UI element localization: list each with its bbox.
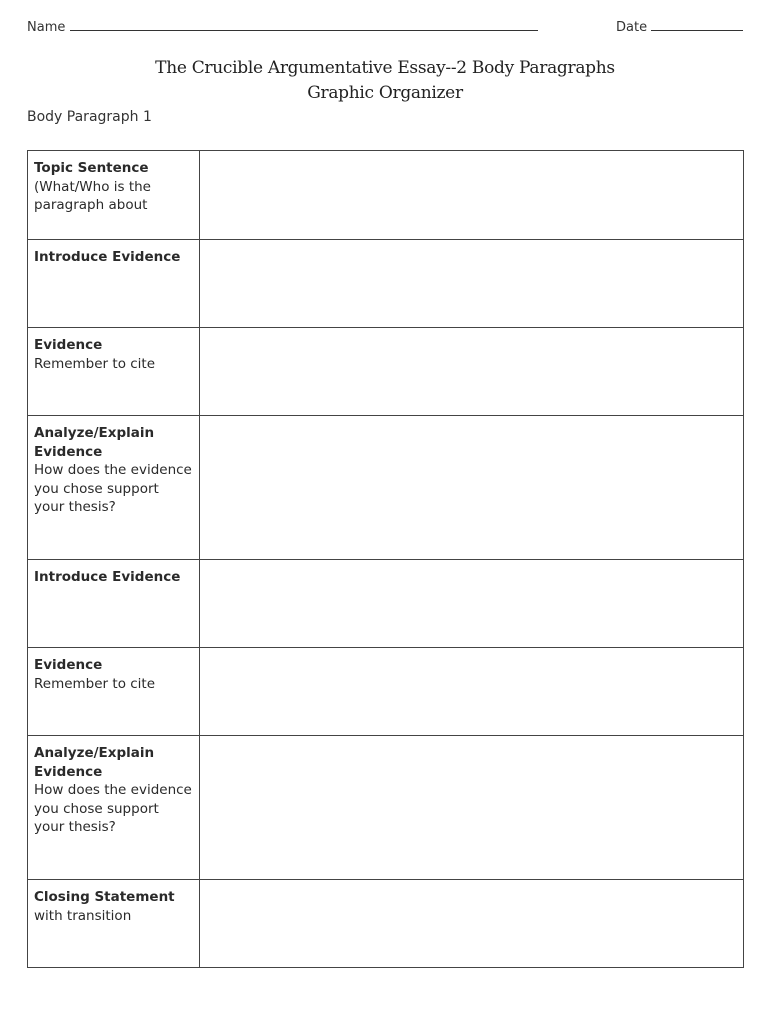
row-title: Topic Sentence <box>34 160 149 176</box>
table-row <box>28 736 744 880</box>
answer-cell[interactable] <box>200 560 744 648</box>
answer-cell[interactable] <box>200 240 744 328</box>
answer-cell[interactable] <box>200 648 744 736</box>
table-row <box>28 648 744 736</box>
row-label <box>28 240 200 328</box>
date-label: Date <box>616 20 648 35</box>
row-subtitle: How does the evidence you chose support your thesis? <box>34 782 192 835</box>
row-title: Evidence <box>34 657 103 673</box>
row-title: Analyze/Explain Evidence <box>34 745 155 780</box>
row-title: Evidence <box>34 337 103 353</box>
table-row <box>28 880 744 968</box>
title-line-2: Graphic Organizer <box>307 83 463 103</box>
row-title: Introduce Evidence <box>34 249 181 265</box>
answer-cell[interactable] <box>200 880 744 968</box>
row-label <box>28 648 200 736</box>
row-title: Introduce Evidence <box>34 569 181 585</box>
row-subtitle: Remember to cite <box>34 675 156 692</box>
row-subtitle: with transition <box>34 907 132 924</box>
answer-cell[interactable] <box>200 416 744 560</box>
row-label <box>28 416 200 560</box>
table-row <box>28 328 744 416</box>
row-subtitle: How does the evidence you chose support your thesis? <box>34 462 192 515</box>
table-row <box>28 560 744 648</box>
row-label <box>28 328 200 416</box>
row-subtitle: Remember to cite <box>34 355 156 372</box>
graphic-organizer-table <box>27 150 744 968</box>
date-field <box>616 18 743 35</box>
answer-cell[interactable] <box>200 151 744 240</box>
row-label <box>28 151 200 240</box>
answer-cell[interactable] <box>200 736 744 880</box>
name-blank-line[interactable] <box>70 18 538 31</box>
date-blank-line[interactable] <box>651 18 743 31</box>
row-subtitle: (What/Who is the paragraph about <box>34 178 151 213</box>
table-row <box>28 240 744 328</box>
row-label <box>28 880 200 968</box>
name-label: Name <box>27 20 66 35</box>
title-line-1: The Crucible Argumentative Essay--2 Body Paragraphs <box>155 58 615 78</box>
row-title: Closing Statement <box>34 889 175 905</box>
section-label: Body Paragraph 1 <box>27 109 152 125</box>
row-label <box>28 560 200 648</box>
row-title: Analyze/Explain Evidence <box>34 425 155 460</box>
page-title <box>0 56 770 106</box>
table-row <box>28 416 744 560</box>
answer-cell[interactable] <box>200 328 744 416</box>
name-field <box>27 18 538 35</box>
table-row <box>28 151 744 240</box>
row-label <box>28 736 200 880</box>
